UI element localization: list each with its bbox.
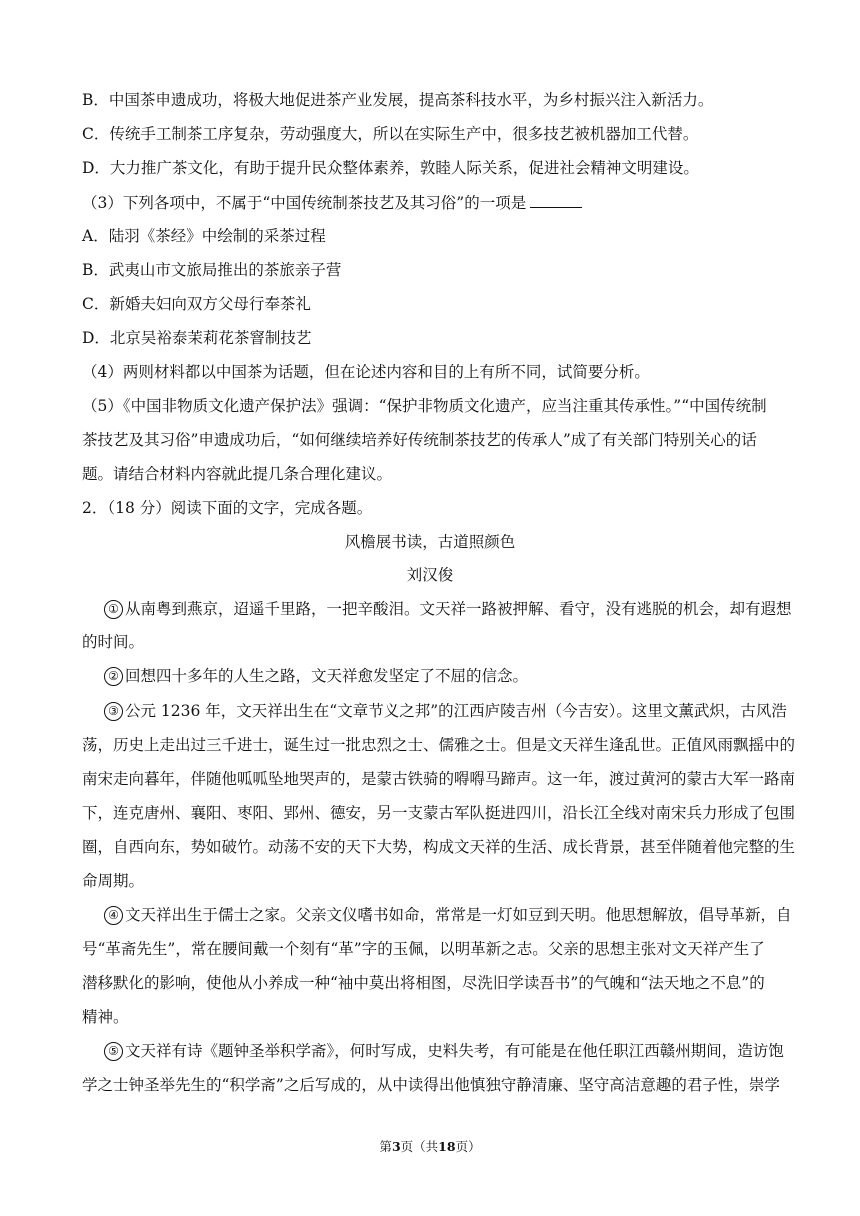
paragraph-1-line-1: ① 从南粤到燕京，迢遥千里路，一把辛酸泪。文天祥一路被押解、看守，没有逃脱的机会，却有遐想	[104, 599, 804, 619]
paragraph-3-line-1: ③ 公元 1236 年，文天祥出生在“文章节义之邦”的江西庐陵吉州（今吉安）。这里文薰武炽，古风浩	[104, 701, 804, 721]
article-author: 刘汉俊	[406, 566, 454, 584]
paragraph-3-line-6: 命周期。	[82, 872, 145, 890]
paragraph-number: ③	[104, 702, 123, 721]
paragraph-4-line-4: 精神。	[82, 1008, 129, 1026]
q3-option-c: C．新婚夫妇向双方父母行奉茶礼	[82, 295, 311, 313]
answer-blank	[530, 192, 582, 208]
question-4: （4）两则材料都以中国茶为话题，但在论述内容和目的上有所不同，试简要分析。	[82, 363, 650, 381]
total-pages: 18	[438, 1139, 456, 1154]
question-5-line-2: 茶技艺及其习俗”申遗成功后，“如何继续培养好传统制茶技艺的传承人”成了有关部门特别关心的话	[82, 431, 757, 449]
q3-option-b: B．武夷山市文旅局推出的茶旅亲子营	[82, 261, 342, 279]
paragraph-3-line-4: 下，连克唐州、襄阳、枣阳、郢州、德安，另一支蒙古军队挺进四川，沿长江全线对南宋兵力形成了包围	[82, 804, 796, 822]
paragraph-3-line-3: 南宋走向暮年，伴随他呱呱坠地哭声的，是蒙古铁骑的嘚嘚马蹄声。这一年，渡过黄河的蒙古大军一路南	[82, 770, 796, 788]
question-3-text: （3）下列各项中，不属于“中国传统制茶技艺及其习俗”的一项是	[82, 194, 527, 212]
option-c: C．传统手工制茶工序复杂，劳动强度大，所以在实际生产中，很多技艺被机器加工代替。	[82, 125, 699, 143]
paragraph-4-line-1: ④ 文天祥出生于儒士之家。父亲文仪嗜书如命，常常是一灯如豆到天明。他思想解放，倡导革新，自	[104, 905, 804, 925]
page-footer: 第3页（共18页）	[379, 1139, 481, 1154]
paragraph-3-line-5: 圈，自西向东，势如破竹。动荡不安的天下大势，构成文天祥的生活、成长背景，甚至伴随着他完整的生	[82, 838, 796, 856]
paragraph-number: ①	[104, 600, 123, 619]
page-number: 3	[391, 1139, 401, 1154]
question-5-line-1: （5）《中国非物质文化遗产保护法》强调：“保护非物质文化遗产，应当注重其传承性。”“中国传统制	[82, 397, 767, 415]
q3-option-a: A．陆羽《茶经》中绘制的采茶过程	[82, 227, 326, 245]
question-2-heading: 2．（18 分）阅读下面的文字，完成各题。	[82, 499, 373, 517]
paragraph-5-line-1: ⑤ 文天祥有诗《题钟圣举积学斋》，何时写成，史料失考，有可能是在他任职江西赣州期间，造访饱	[104, 1041, 804, 1061]
q3-option-d: D．北京吴裕泰茉莉花茶窨制技艺	[82, 329, 312, 347]
question-3	[82, 192, 782, 213]
paragraph-number: ⑤	[104, 1042, 123, 1061]
paragraph-2-line-1: ② 回想四十多年的人生之路，文天祥愈发坚定了不屈的信念。	[104, 666, 804, 686]
option-d: D．大力推广茶文化，有助于提升民众整体素养，敦睦人际关系，促进社会精神文明建设。	[82, 159, 699, 177]
paragraph-3-line-2: 荡，历史上走出过三千进士，诞生过一批忠烈之士、儒雅之士。但是文天祥生逢乱世。正值风雨飘摇中的	[82, 736, 796, 754]
paragraph-4-line-3: 潜移默化的影响，使他从小养成一种“袖中莫出将相图，尽洗旧学读吾书”的气魄和“法天地之不息”的	[82, 974, 765, 992]
article-title: 风檐展书读，古道照颜色	[344, 533, 516, 551]
paragraph-number: ②	[104, 667, 123, 686]
question-5-line-3: 题。请结合材料内容就此提几条合理化建议。	[82, 465, 393, 483]
paragraph-5-line-2: 学之士钟圣举先生的“积学斋”之后写成的，从中读得出他慎独守静清廉、坚守高洁意趣的君子性，崇学	[82, 1076, 780, 1094]
paragraph-4-line-2: 号“革斋先生”，常在腰间戴一个刻有“革”字的玉佩，以明革新之志。父亲的思想主张对文天祥产生了	[82, 940, 765, 958]
option-b: B．中国茶申遗成功，将极大地促进茶产业发展，提高茶科技水平，为乡村振兴注入新活力。	[82, 91, 714, 109]
paragraph-1-line-2: 的时间。	[82, 633, 145, 651]
paragraph-number: ④	[104, 906, 123, 925]
